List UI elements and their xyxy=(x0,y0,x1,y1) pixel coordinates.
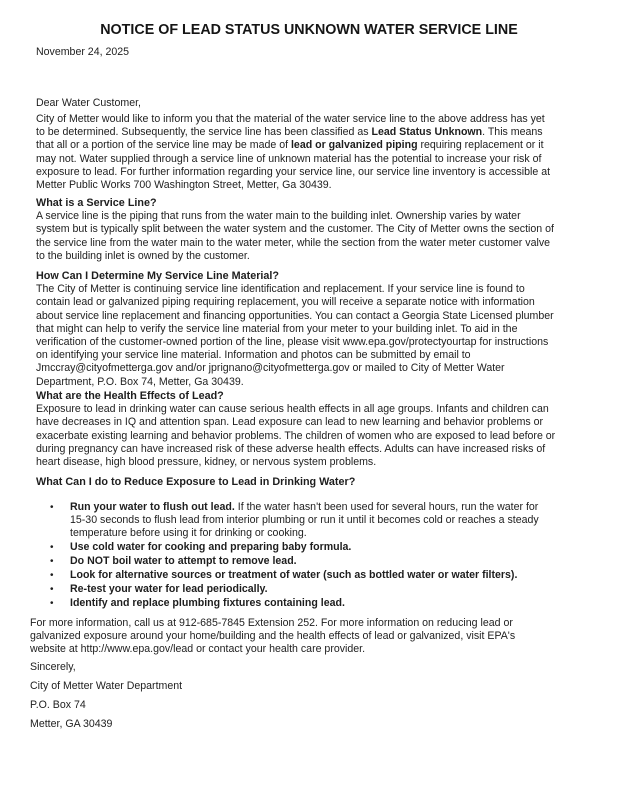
bullet-marker: • xyxy=(50,542,54,553)
lead-galvanized-emphasis: lead or galvanized piping xyxy=(290,139,418,152)
bullet-marker: • xyxy=(50,584,54,595)
section-line: verification of the customer-owned portion of the line, please visit www.epa.gov/protectyourtap for instructions xyxy=(36,336,549,349)
bullet-item: Re-test your water for lead periodically. xyxy=(70,583,268,595)
section-line: The City of Metter is continuing service line identification and replacement. If your service line is found to xyxy=(36,283,525,296)
closing-paragraph xyxy=(30,617,590,657)
bullet-marker: • xyxy=(50,502,54,513)
section-line: system but is typically split between the water system and the customer. The City of Metter owns the section of xyxy=(36,223,554,236)
sender-city: Metter, GA 30439 xyxy=(30,718,113,730)
section-line: Jmccray@cityofmetterga.gov and/or jprignano@cityofmetterga.gov or mailed to City of Metter Water xyxy=(36,362,505,375)
lead-status-unknown-emphasis: Lead Status Unknown xyxy=(371,126,483,139)
bullet-item: Do NOT boil water to attempt to remove lead. xyxy=(70,555,297,567)
intro-line: that all or a portion of the service line may be made of lead or galvanized piping requiring replacement or it xyxy=(36,139,544,152)
section-line: have decreases in IQ and attention span. Lead exposure can lead to new learning and behavior problems or xyxy=(36,416,544,429)
section-line: contain lead or galvanized piping requiring replacement, you will receive a separate notice with information xyxy=(36,296,535,309)
section-heading: What are the Health Effects of Lead? xyxy=(36,390,224,402)
document-title: NOTICE OF LEAD STATUS UNKNOWN WATER SERVICE LINE xyxy=(100,22,518,38)
signoff: Sincerely, xyxy=(30,661,76,673)
bullet-marker: • xyxy=(50,556,54,567)
closing-line: galvanized exposure around your home/building and the health effects of lead or galvanized, visit EPA's xyxy=(30,630,516,643)
closing-line: website at http://www.epa.gov/lead or contact your health care provider. xyxy=(30,643,366,656)
sender-po-box: P.O. Box 74 xyxy=(30,699,86,711)
intro-line: may not. Water supplied through a service line of unknown material has the potential to increase your risk of xyxy=(36,152,542,165)
section-line: exacerbate existing learning and behavior problems. The children of women who are exposed to lead before or xyxy=(36,429,556,442)
section-line: Exposure to lead in drinking water can cause serious health effects in all age groups. Infants and children can xyxy=(36,403,549,416)
section-line: A service line is the piping that runs from the water main to the building inlet. Ownership varies by water xyxy=(36,210,521,223)
intro-line: exposure to lead. For further information regarding your service line, our service line inventory is accessible at xyxy=(36,165,551,178)
section-health-effects xyxy=(36,390,596,469)
bullet-item: Look for alternative sources or treatment of water (such as bottled water or water filters). xyxy=(70,569,518,581)
intro-line: Metter Public Works 700 Washington Street, Metter, Ga 30439. xyxy=(36,179,332,192)
notice-date: November 24, 2025 xyxy=(36,46,130,58)
section-determine-material xyxy=(36,270,596,389)
section-line: during pregnancy can have increased risk of these adverse health effects. Adults can have increased risks of xyxy=(36,442,546,455)
section-line: that might can help to verify the service line material from your meter to your building inlet. To aid in the xyxy=(36,322,518,335)
section-line: about service line replacement and financing opportunities. You can contact a Georgia State Licensed plumber xyxy=(36,309,554,322)
section-heading: What is a Service Line? xyxy=(36,197,157,209)
bullet-item: Run your water to flush out lead. If the water hasn't been used for several hours, run the water for xyxy=(70,501,539,513)
bullet-marker: • xyxy=(50,598,54,609)
section-heading: How Can I Determine My Service Line Material? xyxy=(36,270,280,282)
bullet-item: Use cold water for cooking and preparing baby formula. xyxy=(70,541,352,553)
section-line: the service line from the water main to the water meter, while the section from the water meter customer valve xyxy=(36,236,551,249)
sender-organization: City of Metter Water Department xyxy=(30,680,183,692)
section-line: on identifying your service line material. Information and photos can be submitted by email to xyxy=(36,349,471,362)
section-heading-reduce-exposure: What Can I do to Reduce Exposure to Lead in Drinking Water? xyxy=(36,476,356,488)
bullet-item-continued: 15-30 seconds to flush lead from interior plumbing or run it until it becomes cold or reaches a steady xyxy=(70,514,539,526)
bullet-item: Identify and replace plumbing fixtures containing lead. xyxy=(70,597,345,609)
section-line: to the building inlet is owned by the customer. xyxy=(36,249,250,262)
salutation: Dear Water Customer, xyxy=(36,97,141,109)
closing-line: For more information, call us at 912-685-7845 Extension 252. For more information on reducing lead or xyxy=(30,617,513,629)
section-line: heart disease, high blood pressure, kidney, or nervous system problems. xyxy=(36,456,377,469)
section-service-line xyxy=(36,197,596,263)
bullet-item-continued: temperature before using it for drinking or cooking. xyxy=(70,527,307,539)
section-line: Department, P.O. Box 74, Metter, Ga 30439. xyxy=(36,375,244,388)
intro-line: City of Metter would like to inform you that the material of the water service line to the above address has yet xyxy=(36,113,545,125)
intro-paragraph xyxy=(36,113,596,192)
intro-line: to be determined. Subsequently, the service line has been classified as Lead Status Unknown. This means xyxy=(36,126,543,139)
bullet-marker: • xyxy=(50,570,54,581)
